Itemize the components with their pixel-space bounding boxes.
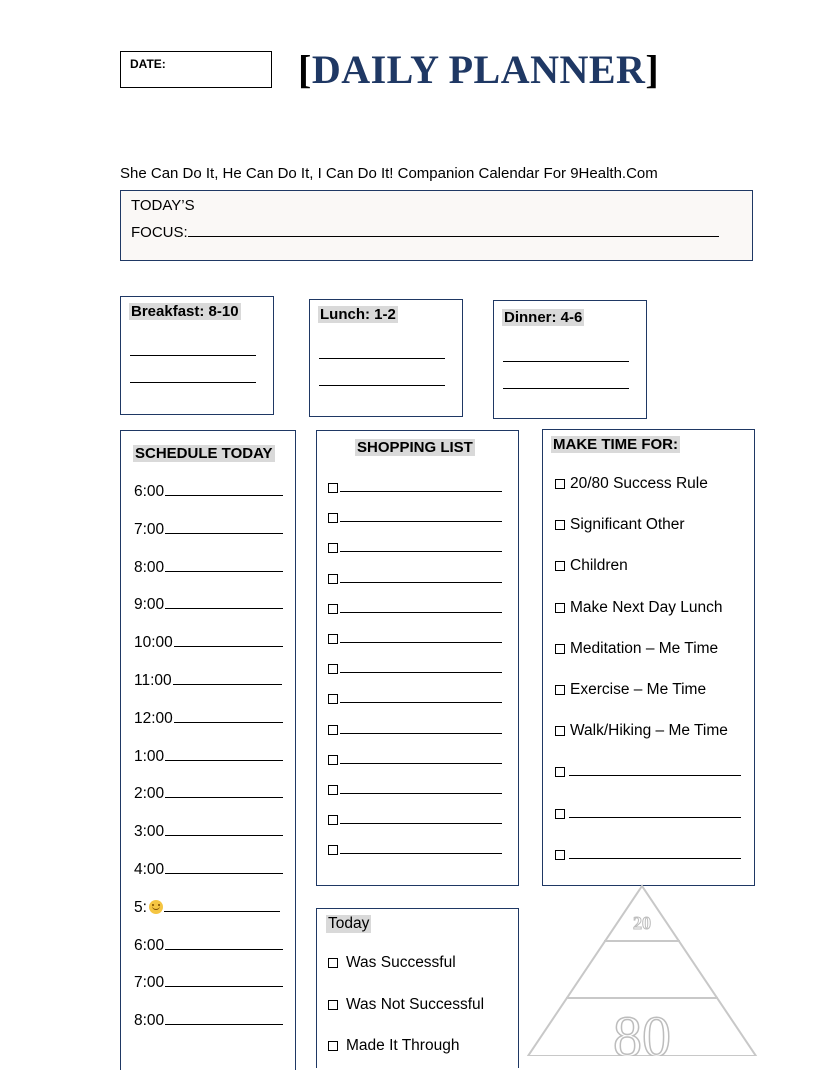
shopping-line[interactable] [340, 733, 502, 734]
checkbox-icon[interactable] [555, 809, 565, 819]
schedule-row [134, 596, 283, 614]
checkbox-icon[interactable] [555, 726, 565, 736]
make-time-label: Make Next Day Lunch [570, 598, 723, 616]
checkbox-icon[interactable] [555, 561, 565, 571]
checkbox-icon[interactable] [328, 574, 338, 584]
schedule-row [134, 785, 283, 803]
shopping-line[interactable] [340, 763, 502, 764]
dinner-label: Dinner: 4-6 [504, 309, 583, 326]
schedule-row [134, 861, 283, 879]
schedule-title: SCHEDULE TODAY [135, 445, 273, 462]
schedule-time: 6:00 [134, 483, 165, 500]
schedule-line[interactable] [165, 571, 283, 572]
breakfast-label: Breakfast: 8-10 [131, 303, 239, 320]
schedule-line[interactable] [174, 722, 283, 723]
shopping-line[interactable] [340, 612, 502, 613]
schedule-row [134, 559, 283, 577]
shopping-line[interactable] [340, 672, 502, 673]
schedule-line[interactable] [165, 835, 283, 836]
schedule-time: 11:00 [134, 672, 172, 689]
today-label: Was Successful [346, 954, 456, 971]
lunch-label: Lunch: 1-2 [320, 306, 396, 323]
make-time-item [555, 722, 728, 740]
shopping-list-item [328, 781, 502, 799]
schedule-line[interactable] [165, 495, 283, 496]
shopping-list-item [328, 600, 502, 618]
date-field[interactable] [120, 51, 272, 88]
shopping-list-item [328, 630, 502, 648]
schedule-time: 7:00 [134, 974, 165, 992]
shopping-list-item [328, 751, 502, 769]
lunch-line[interactable] [319, 385, 445, 386]
schedule-time: 4:00 [134, 861, 165, 878]
make-time-item [555, 475, 708, 493]
schedule-line[interactable] [165, 949, 283, 950]
pyramid-bottom-label: 80 [613, 1004, 671, 1056]
make-time-label: Meditation – Me Time [570, 639, 719, 657]
shopping-list-item [328, 539, 502, 557]
make-time-item [555, 599, 723, 617]
checkbox-icon[interactable] [328, 513, 338, 523]
schedule-row [134, 974, 283, 992]
checkbox-icon[interactable] [328, 604, 338, 614]
today-item [328, 996, 484, 1014]
schedule-time: 8:00 [134, 1012, 165, 1030]
checkbox-icon[interactable] [328, 785, 338, 795]
checkbox-icon[interactable] [328, 755, 338, 765]
dinner-box [493, 300, 647, 419]
today-item [328, 1037, 459, 1055]
make-time-label: Exercise – Me Time [570, 681, 707, 698]
dinner-line[interactable] [503, 388, 629, 389]
make-time-line[interactable] [569, 858, 741, 859]
schedule-time: 6:00 [134, 936, 165, 954]
shopping-list-item [328, 811, 502, 829]
schedule-line[interactable] [165, 1024, 283, 1025]
title-text: DAILY PLANNER [311, 47, 646, 92]
checkbox-icon[interactable] [555, 644, 565, 654]
lunch-box [309, 299, 463, 417]
schedule-box [120, 430, 296, 1070]
date-label: DATE: [130, 57, 166, 71]
schedule-row [134, 823, 283, 841]
schedule-time: 8:00 [134, 558, 165, 576]
schedule-row [134, 899, 280, 917]
make-time-item [555, 846, 741, 864]
checkbox-icon[interactable] [555, 520, 565, 530]
shopping-list-item [328, 660, 502, 678]
shopping-list-item [328, 570, 502, 588]
checkbox-icon[interactable] [328, 845, 338, 855]
schedule-time: 7:00 [134, 520, 165, 538]
breakfast-line[interactable] [130, 355, 256, 356]
shopping-line[interactable] [340, 521, 502, 522]
shopping-list-title: SHOPPING LIST [357, 439, 473, 456]
shopping-line[interactable] [340, 823, 502, 824]
today-label: Made It Through [346, 1037, 460, 1054]
make-time-item [555, 516, 685, 534]
subtitle: She Can Do It, He Can Do It, I Can Do It! Companion Calendar For 9Health.Com [120, 165, 658, 182]
checkbox-icon[interactable] [555, 685, 565, 695]
make-time-line[interactable] [569, 817, 741, 818]
make-time-item [555, 805, 741, 823]
schedule-line[interactable] [165, 797, 283, 798]
shopping-list-item [328, 509, 502, 527]
lunch-line[interactable] [319, 358, 445, 359]
schedule-row [134, 672, 282, 690]
schedule-line[interactable] [174, 646, 283, 647]
schedule-time: 3:00 [134, 823, 165, 841]
title-bracket-close: ] [645, 47, 660, 92]
checkbox-icon[interactable] [555, 479, 565, 489]
schedule-row [134, 521, 283, 539]
today-box [316, 908, 519, 1068]
schedule-line[interactable] [165, 986, 283, 987]
focus-label-line1: TODAY’S [131, 197, 195, 214]
shopping-line[interactable] [340, 491, 502, 492]
breakfast-box [120, 296, 274, 415]
shopping-list-item [328, 690, 502, 708]
schedule-time: 1:00 [134, 747, 165, 765]
shopping-list-item [328, 841, 502, 859]
schedule-line[interactable] [165, 608, 283, 609]
checkbox-icon[interactable] [328, 483, 338, 493]
today-title: Today [328, 915, 370, 932]
make-time-title: MAKE TIME FOR: [553, 436, 678, 453]
schedule-row [134, 483, 283, 501]
shopping-line[interactable] [340, 642, 502, 643]
checkbox-icon[interactable] [328, 664, 338, 674]
shopping-line[interactable] [340, 582, 502, 583]
focus-label-line2 [131, 224, 719, 241]
checkbox-icon[interactable] [328, 634, 338, 644]
schedule-line[interactable] [165, 873, 283, 874]
checkbox-icon[interactable] [328, 694, 338, 704]
checkbox-icon[interactable] [328, 725, 338, 735]
checkbox-icon[interactable] [328, 1041, 338, 1051]
schedule-row [134, 710, 283, 728]
make-time-item [555, 640, 718, 658]
checkbox-icon[interactable] [328, 815, 338, 825]
make-time-label: Children [570, 557, 628, 575]
schedule-row [134, 634, 283, 652]
schedule-line[interactable] [173, 684, 282, 685]
dinner-line[interactable] [503, 361, 629, 362]
make-time-item [555, 763, 741, 781]
title-bracket-open: [ [298, 47, 312, 92]
shopping-list-item [328, 479, 502, 497]
schedule-row [134, 1012, 283, 1030]
make-time-label: Significant Other [570, 516, 685, 534]
shopping-line[interactable] [340, 702, 502, 703]
schedule-time: 2:00 [134, 785, 165, 803]
page-title [298, 46, 659, 93]
make-time-box [542, 429, 755, 886]
pyramid-graphic [526, 884, 758, 1056]
today-item [328, 954, 456, 972]
schedule-row [134, 748, 283, 766]
smiley-icon [149, 900, 163, 914]
make-time-line[interactable] [569, 775, 741, 776]
make-time-label: 20/80 Success Rule [570, 475, 708, 492]
schedule-time: 10:00 [134, 634, 173, 652]
checkbox-icon[interactable] [555, 767, 565, 777]
make-time-item [555, 557, 628, 575]
schedule-line[interactable] [164, 911, 280, 912]
schedule-time: 5: [134, 898, 147, 916]
focus-box [120, 190, 753, 261]
shopping-list-item [328, 721, 502, 739]
schedule-row [134, 937, 283, 955]
focus-input-line[interactable] [188, 236, 719, 237]
make-time-item [555, 681, 706, 699]
checkbox-icon[interactable] [328, 1000, 338, 1010]
checkbox-icon[interactable] [555, 603, 565, 613]
today-label: Was Not Successful [346, 995, 485, 1013]
schedule-line[interactable] [165, 760, 283, 761]
schedule-time: 9:00 [134, 596, 165, 614]
shopping-line[interactable] [340, 793, 502, 794]
shopping-list-box [316, 430, 519, 886]
make-time-label: Walk/Hiking – Me Time [570, 722, 728, 740]
schedule-time: 12:00 [134, 709, 173, 727]
focus-label: FOCUS: [131, 224, 188, 241]
shopping-line[interactable] [340, 853, 502, 854]
schedule-line[interactable] [165, 533, 283, 534]
checkbox-icon[interactable] [328, 543, 338, 553]
checkbox-icon[interactable] [555, 850, 565, 860]
breakfast-line[interactable] [130, 382, 256, 383]
pyramid-top-label: 20 [633, 913, 651, 933]
shopping-line[interactable] [340, 551, 502, 552]
checkbox-icon[interactable] [328, 958, 338, 968]
